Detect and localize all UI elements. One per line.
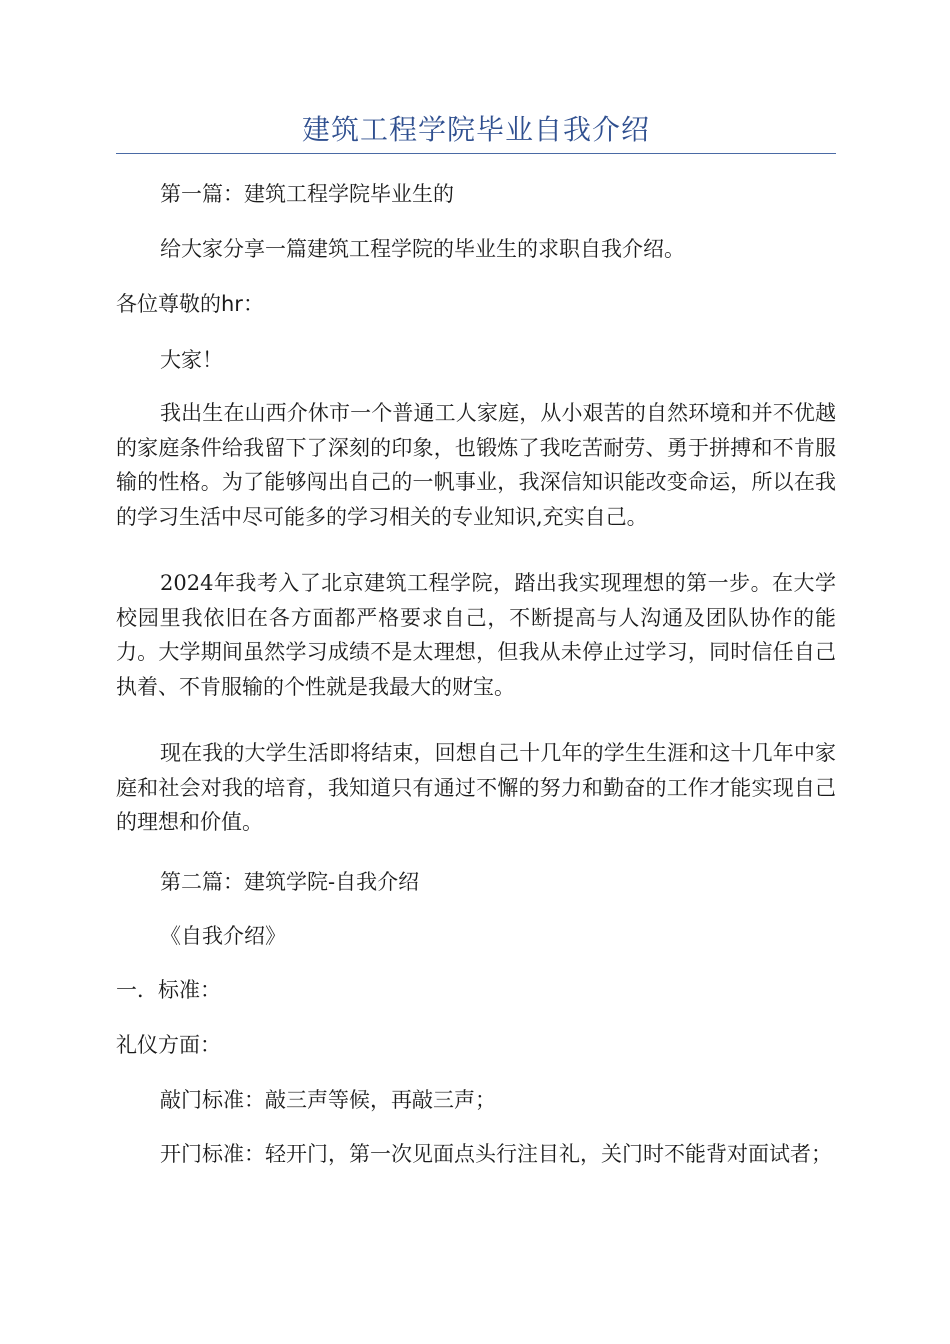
document-title: 建筑工程学院毕业自我介绍 [301, 113, 650, 146]
paragraph-11: 礼仪方面： [116, 1033, 221, 1057]
paragraph-4: 大家！ [160, 348, 223, 372]
paragraph-3: 各位尊敬的hr： [116, 292, 264, 316]
paragraph-13: 开门标准：轻开门，第一次见面点头行注目礼，关门时不能背对面试者； [160, 1142, 832, 1166]
paragraph-2: 给大家分享一篇建筑工程学院的毕业生的求职自我介绍。 [160, 237, 685, 261]
paragraph-7: 现在我的大学生活即将结束，回想自己十几年的学生生涯和这十几年中家庭和社会对我的培育，我知道只有通过不懈的努力和勤奋的工作才能实现自己的理想和价值。 [116, 741, 836, 834]
paragraph-9: 《自我介绍》 [160, 924, 286, 948]
paragraph-8: 第二篇：建筑学院-自我介绍 [160, 870, 420, 894]
paragraph-6: 2024年我考入了北京建筑工程学院，踏出我实现理想的第一步。在大学校园里我依旧在各方面都严格要求自己，不断提高与人沟通及团队协作的能力。大学期间虽然学习成绩不是太理想，但我从未停止过学习，同时信任自己执着、不肯服输的个性就是我最大的财宝。 [116, 571, 836, 699]
paragraph-5: 我出生在山西介休市一个普通工人家庭，从小艰苦的自然环境和并不优越的家庭条件给我留下了深刻的印象，也锻炼了我吃苦耐劳、勇于拼搏和不肯服输的性格。为了能够闯出自己的一帆事业，我深信知识能改变命运，所以在我的学习生活中尽可能多的学习相关的专业知识,充实自己。 [116, 401, 836, 529]
title-underline [116, 153, 836, 154]
paragraph-10: 一．标准： [116, 978, 221, 1002]
paragraph-12: 敲门标准：敲三声等候，再敲三声； [160, 1088, 496, 1112]
paragraph-1: 第一篇：建筑工程学院毕业生的 [160, 182, 454, 206]
